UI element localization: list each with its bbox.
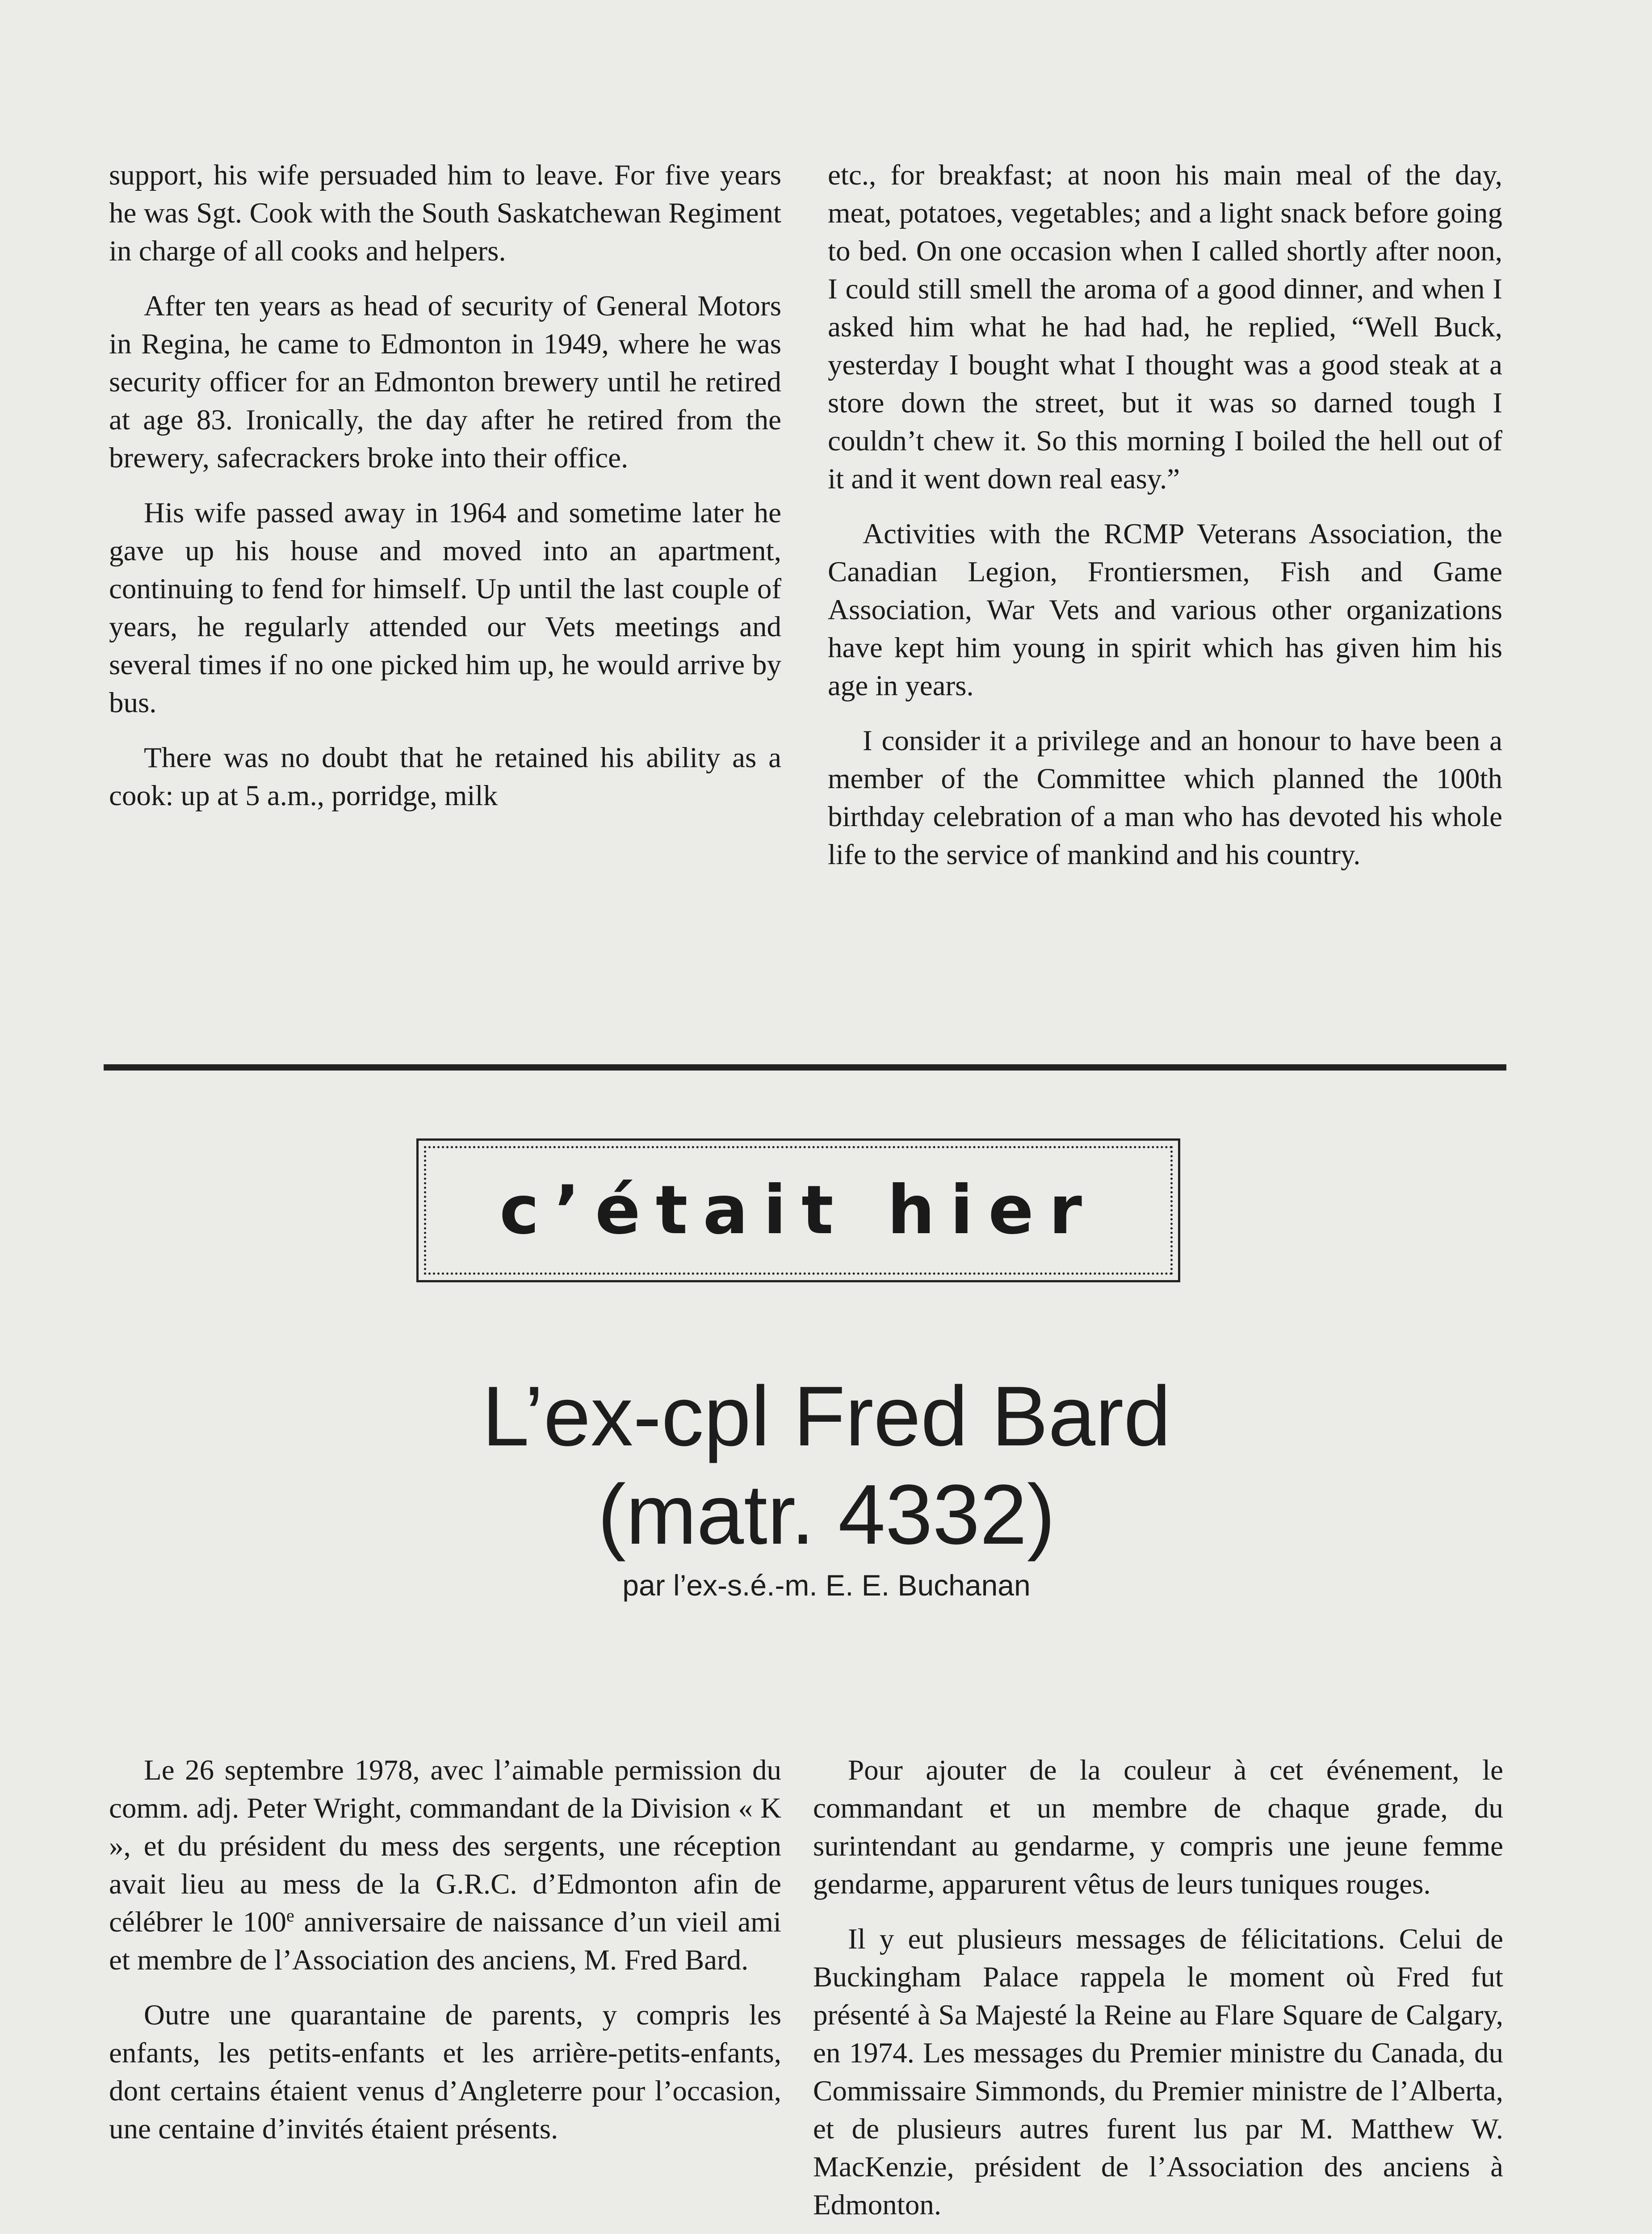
- paragraph: [109, 1751, 781, 1979]
- paragraph: support, his wife persuaded him to leave. For five years he was Sgt. Cook with the South Saskatchewan Regiment in charge of all cooks and helpers.: [109, 159, 781, 267]
- paragraph: Outre une quarantaine de parents, y compris les enfants, les petits-enfants et les arrière-petits-enfants, dont certains étaient venus d’Angleterre pour l’occasion, une centaine d’invités étaient présents.: [109, 1999, 781, 2145]
- top-right-column: [828, 156, 1502, 891]
- superscript: e: [286, 1905, 294, 1926]
- article-title-line: L’ex-cpl Fred Bard: [482, 1369, 1171, 1464]
- paragraph: Activities with the RCMP Veterans Association, the Canadian Legion, Frontiersmen, Fish and Game Association, War Vets and various other organizations have kept him young in spirit which has given him his age in years.: [828, 518, 1502, 702]
- bottom-left-column: [109, 1751, 781, 2165]
- paragraph: After ten years as head of security of General Motors in Regina, he came to Edmonton in 1949, where he was security officer for an Edmonton brewery until he retired at age 83. Ironically, the day after he retired from the brewery, safecrackers broke into their office.: [109, 290, 781, 474]
- bottom-right-column: [813, 1751, 1503, 2234]
- paragraph: Il y eut plusieurs messages de félicitations. Celui de Buckingham Palace rappela le moment où Fred fut présenté à Sa Majesté la Reine au Flare Square de Calgary, en 1974. Les messages du Premier ministre du Canada, du Commissaire Simmonds, du Premier ministre de l’Alberta, et de plusieurs autres furent lus par M. Matthew W. MacKenzie, président de l’Association des anciens à Edmonton.: [813, 1923, 1503, 2221]
- section-divider: [104, 1064, 1506, 1071]
- byline: par l’ex-s.é.-m. E. E. Buchanan: [622, 1569, 1031, 1602]
- paragraph: His wife passed away in 1964 and sometime later he gave up his house and moved into an apartment, continuing to fend for himself. Up until the last couple of years, he regularly attended our Vets meetings and several times if no one picked him up, he would arrive by bus.: [109, 497, 781, 719]
- paragraph: There was no doubt that he retained his ability as a cook: up at 5 a.m., porridge, milk: [109, 742, 781, 812]
- paragraph: etc., for breakfast; at noon his main meal of the day, meat, potatoes, vegetables; and a light snack before going to bed. On one occasion when I called shortly after noon, I could still smell the aroma of a good dinner, and when I asked him what he had had, he replied, “Well Buck, yesterday I bought what I thought was a good steak at a store down the street, but it was so darned tough I couldn’t chew it. So this morning I boiled the hell out of it and it went down real easy.”: [828, 159, 1502, 495]
- paragraph: I consider it a privilege and an honour to have been a member of the Committee which planned the 100th birthday celebration of a man who has devoted his whole life to the service of mankind and his country.: [828, 725, 1502, 871]
- paragraph: Pour ajouter de la couleur à cet événement, le commandant et un membre de chaque grade, du surintendant au gendarme, y compris une jeune femme gendarme, apparurent vêtus de leurs tuniques rouges.: [813, 1754, 1503, 1900]
- paragraph-text: anniversaire de naissance d’un vieil ami et membre de l’Association des anciens, M. Fred Bard.: [109, 1906, 781, 1976]
- paragraph-text: Le 26 septembre 1978, avec l’aimable permission du comm. adj. Peter Wright, commandant de la Division « K », et du président du mess des sergents, une réception avait lieu au mess de la G.R.C. d’Edmonton afin de célébrer le 100: [109, 1754, 781, 1938]
- section-label: c’était hier: [499, 1172, 1097, 1249]
- article-title: [268, 1367, 1385, 1564]
- article-title-line: (matr. 4332): [597, 1467, 1056, 1562]
- top-left-column: [109, 156, 781, 832]
- section-header-box: [416, 1138, 1180, 1282]
